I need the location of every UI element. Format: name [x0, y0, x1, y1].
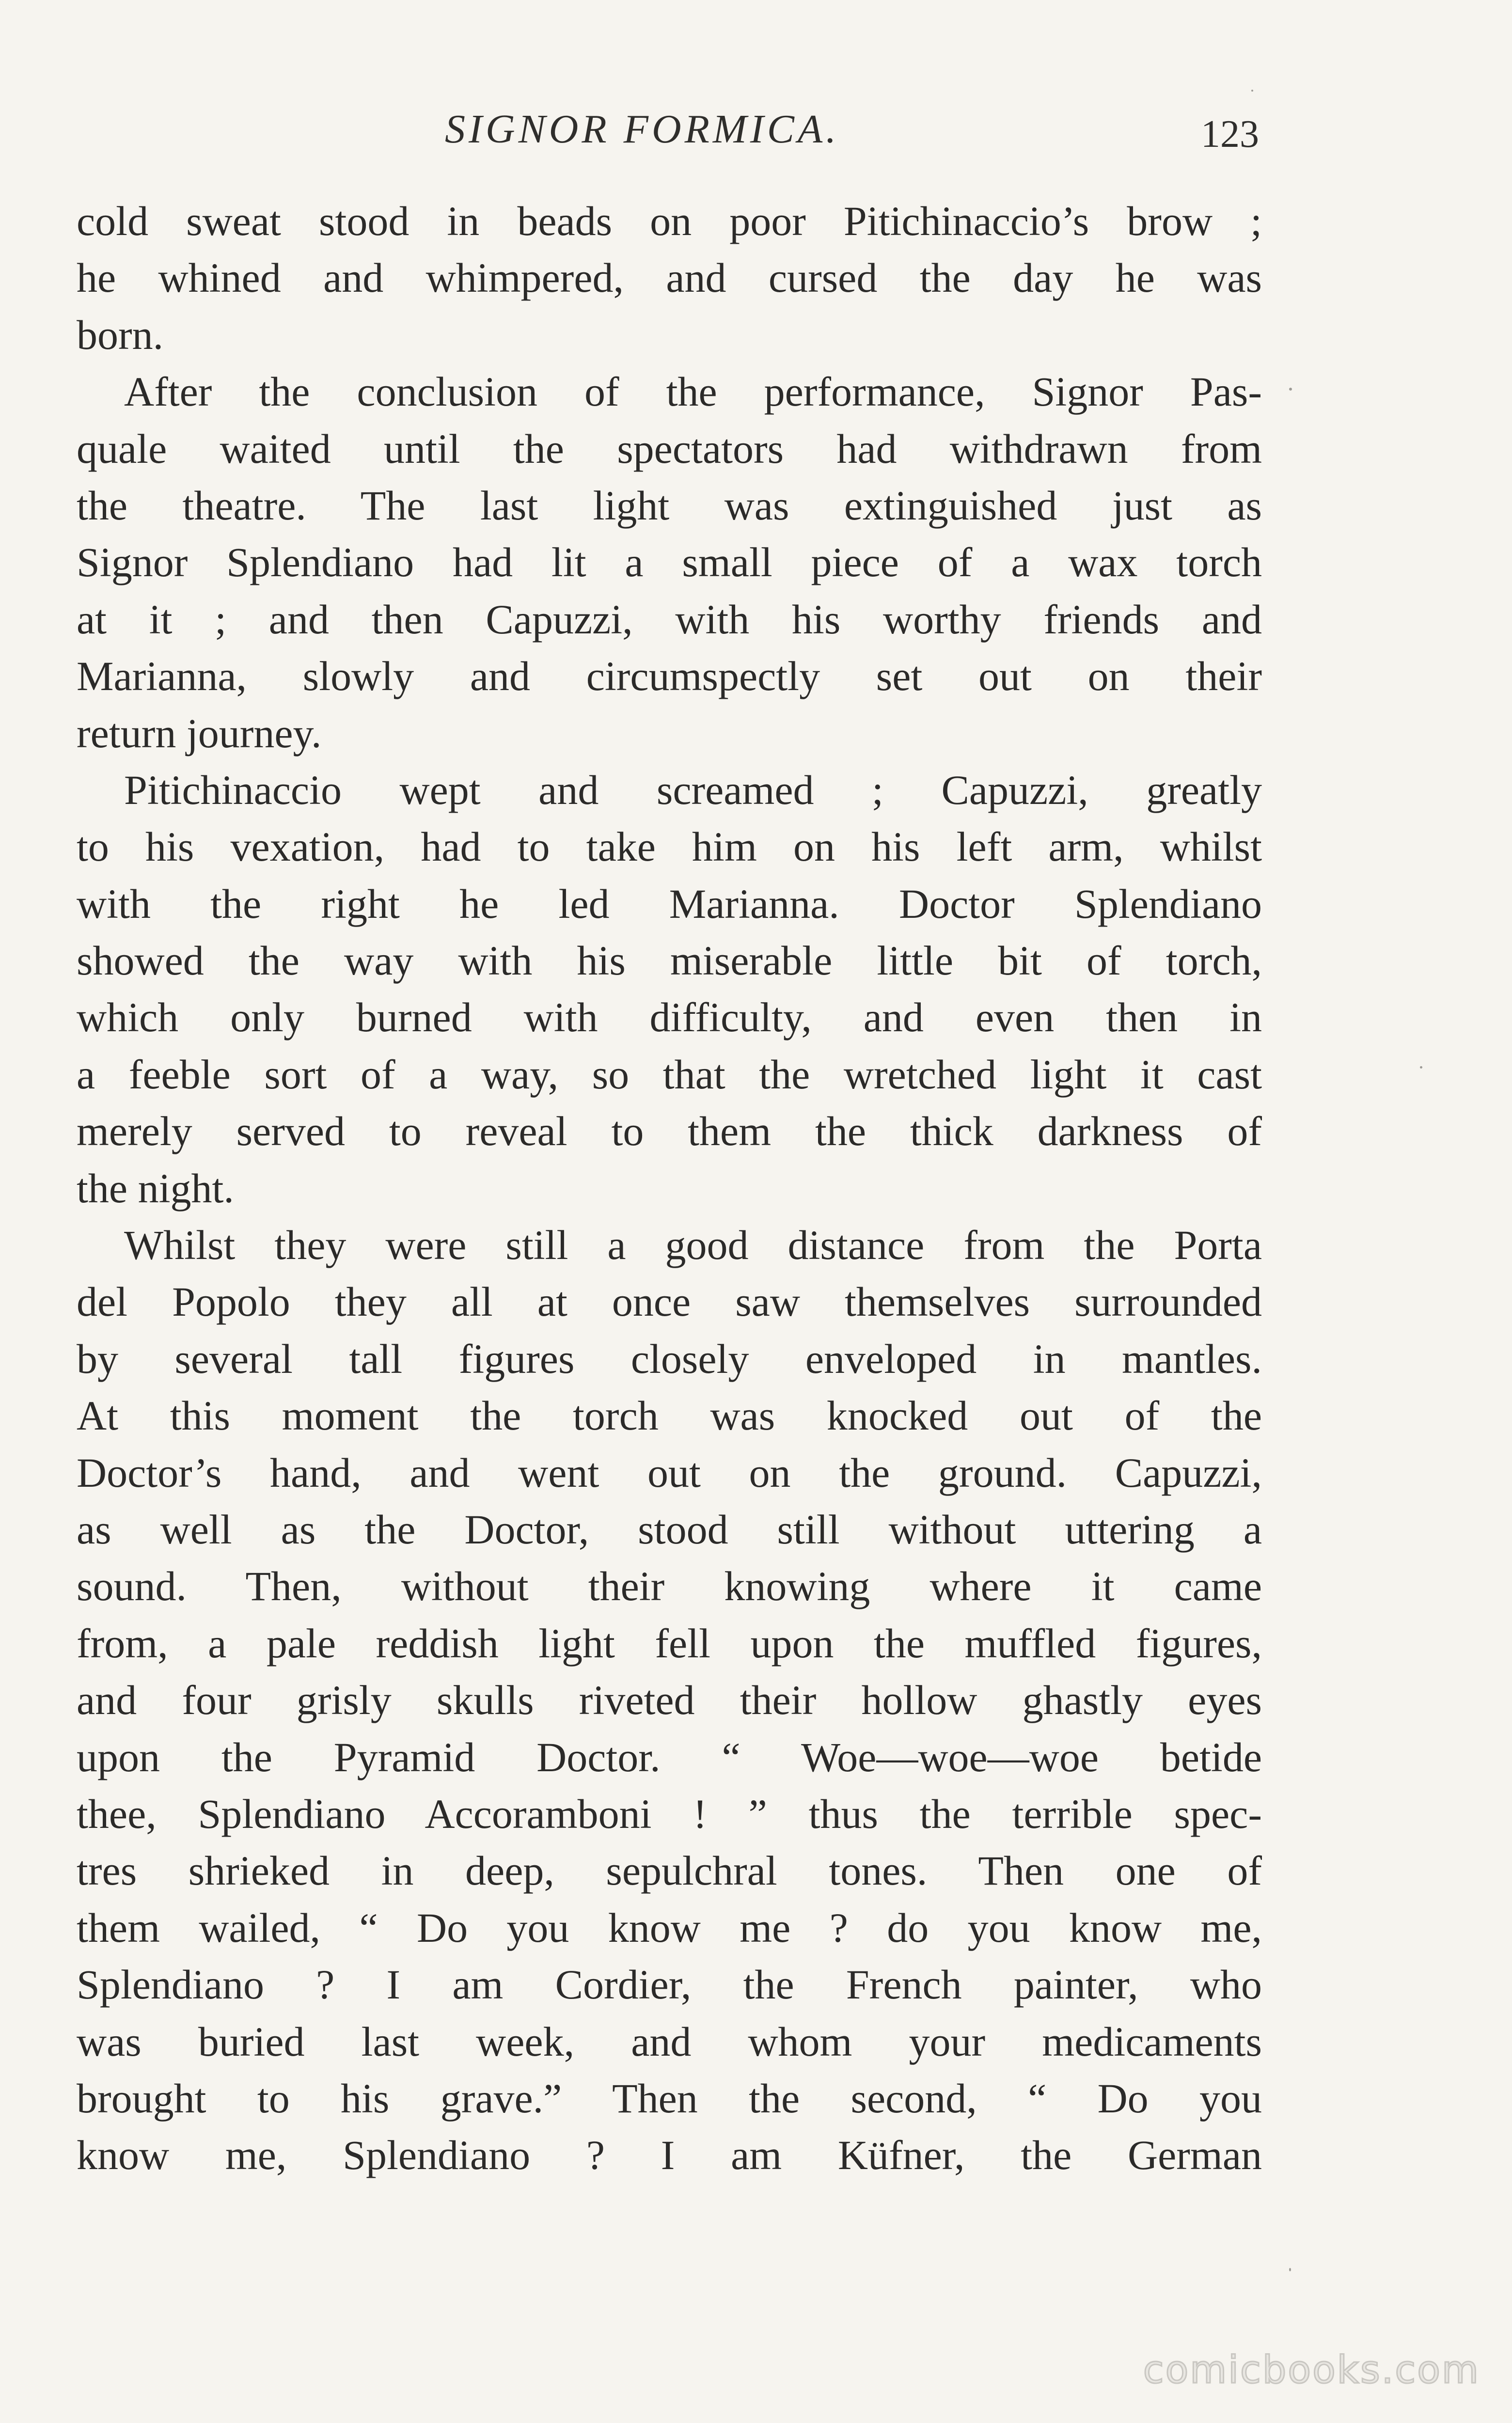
text-line: a feeble sort of a way, so that the wretched light it cast: [77, 1051, 1262, 1098]
running-title: SIGNOR FORMICA.: [445, 107, 840, 152]
text-line: to his vexation, had to take him on his left arm, whilst: [77, 823, 1262, 870]
text-line: del Popolo they all at once saw themselves surrounded: [77, 1278, 1262, 1325]
text-line: Pitichinaccio wept and screamed ; Capuzzi, greatly: [124, 766, 1262, 813]
text-line: Signor Splendiano had lit a small piece of a wax torch: [77, 539, 1262, 586]
body-text: [77, 193, 1262, 2184]
text-line: sound. Then, without their knowing where it came: [77, 1563, 1262, 1610]
text-line: the night.: [77, 1164, 234, 1212]
text-line: the theatre. The last light was extinguished just as: [77, 482, 1262, 529]
text-line: cold sweat stood in beads on poor Pitichinaccio’s brow ;: [77, 198, 1262, 244]
page-header: [0, 106, 1512, 159]
text-line: by several tall figures closely enveloped in mantles.: [77, 1335, 1262, 1382]
text-line: he whined and whimpered, and cursed the day he was: [77, 254, 1262, 301]
text-line: Whilst they were still a good distance from the Porta: [124, 1222, 1262, 1269]
text-line: Splendiano ? I am Cordier, the French painter, who: [77, 1961, 1262, 2008]
text-line: thee, Splendiano Accoramboni ! ” thus the terrible spec-: [77, 1790, 1262, 1837]
text-line: at it ; and then Capuzzi, with his worthy friends and: [77, 596, 1262, 643]
text-line: quale waited until the spectators had withdrawn from: [77, 425, 1262, 472]
text-line: was buried last week, and whom your medicaments: [77, 2018, 1262, 2065]
speck: [1289, 2268, 1291, 2271]
text-line: as well as the Doctor, stood still without uttering a: [77, 1506, 1262, 1553]
text-line: After the conclusion of the performance, Signor Pas-: [124, 368, 1262, 415]
text-line: return journey.: [77, 709, 322, 756]
text-line: them wailed, “ Do you know me ? do you know me,: [77, 1904, 1262, 1951]
text-line: know me, Splendiano ? I am Küfner, the German: [77, 2132, 1262, 2179]
text-line: upon the Pyramid Doctor. “ Woe—woe—woe betide: [77, 1733, 1262, 1780]
text-line: born.: [77, 311, 164, 358]
watermark-logo: comicbooks.com: [1143, 2348, 1480, 2392]
text-line: Marianna, slowly and circumspectly set out on their: [77, 653, 1262, 700]
text-line: tres shrieked in deep, sepulchral tones. Then one of: [77, 1847, 1262, 1894]
text-line: which only burned with difficulty, and even then in: [77, 994, 1262, 1041]
text-line: merely served to reveal to them the thick darkness of: [77, 1108, 1262, 1155]
speck: [1420, 1066, 1422, 1069]
speck: [1251, 90, 1253, 92]
text-line: At this moment the torch was knocked out of the: [77, 1392, 1262, 1439]
text-line: brought to his grave.” Then the second, “ Do you: [77, 2075, 1262, 2122]
text-line: Doctor’s hand, and went out on the ground. Capuzzi,: [77, 1449, 1262, 1496]
text-line: with the right he led Marianna. Doctor Splendiano: [77, 880, 1262, 927]
text-line: and four grisly skulls riveted their hollow ghastly eyes: [77, 1677, 1262, 1724]
text-line: showed the way with his miserable little bit of torch,: [77, 937, 1262, 984]
text-line: from, a pale reddish light fell upon the muffled figures,: [77, 1620, 1262, 1667]
page-number: 123: [1201, 113, 1259, 156]
speck: [1289, 388, 1292, 391]
